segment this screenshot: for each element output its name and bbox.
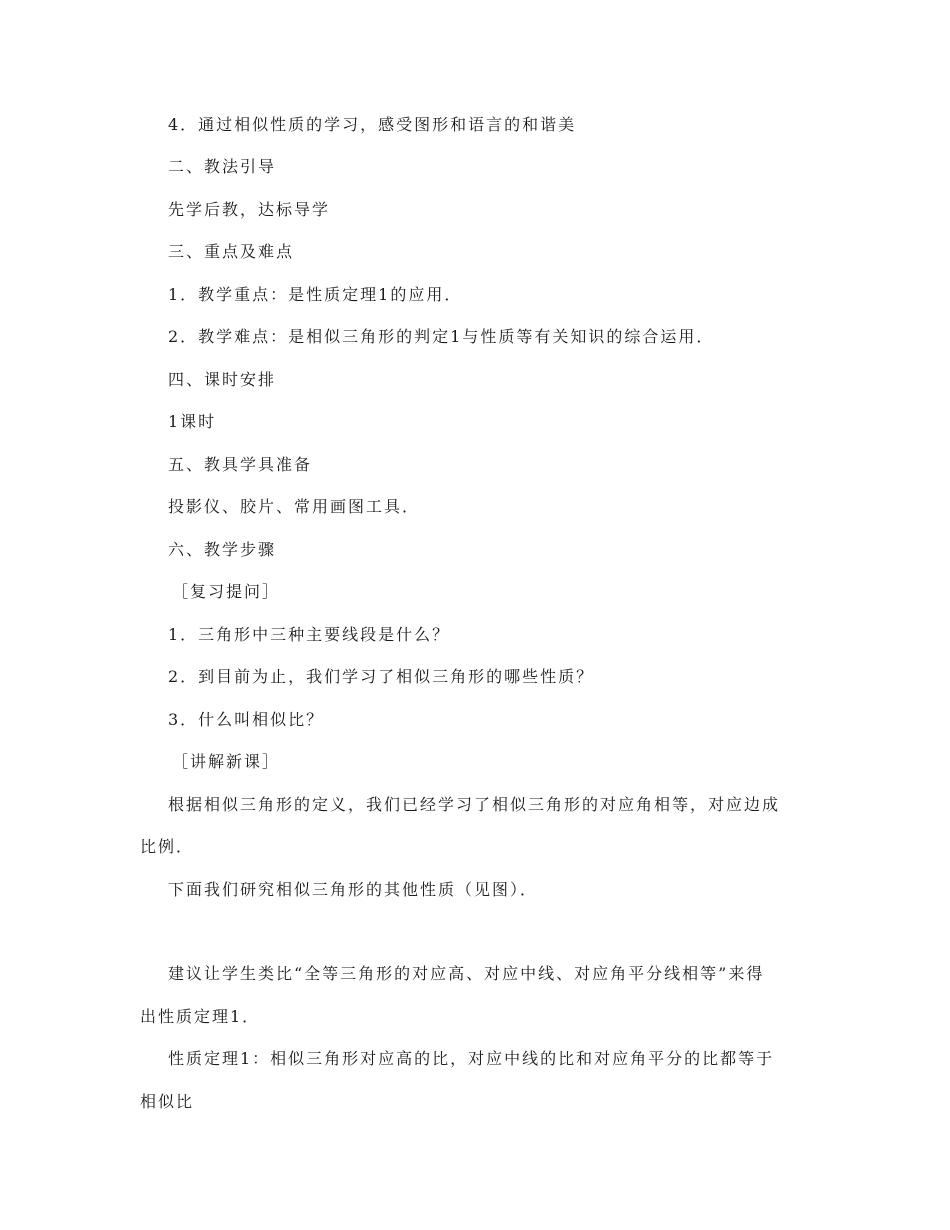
schedule-text: 1课时	[168, 412, 217, 431]
section-heading-materials: 五、教具学具准备	[168, 455, 313, 474]
review-question-1: 1．三角形中三种主要线段是什么？	[168, 625, 451, 644]
paragraph-suggestion: 建议让学生类比“全等三角形的对应高、对应中线、对应角平分线相等”来得	[168, 964, 765, 983]
paragraph-definition-continued: 比例．	[140, 837, 195, 856]
materials-text: 投影仪、胶片、常用画图工具．	[168, 497, 421, 516]
section-heading-teaching-method: 二、教法引导	[168, 157, 277, 176]
subheading-review: ［复习提问］	[172, 582, 281, 601]
key-point-2: 2．教学难点：是相似三角形的判定1与性质等有关知识的综合运用．	[168, 327, 715, 346]
paragraph-suggestion-continued: 出性质定理1．	[140, 1007, 261, 1026]
paragraph-definition: 根据相似三角形的定义，我们已经学习了相似三角形的对应角相等，对应边成	[168, 795, 781, 814]
review-question-3: 3．什么叫相似比？	[168, 710, 325, 729]
teaching-method-text: 先学后教，达标导学	[168, 200, 331, 219]
theorem-1-continued: 相似比	[140, 1092, 195, 1111]
theorem-1: 性质定理1：相似三角形对应高的比，对应中线的比和对应角平分的比都等于	[168, 1049, 775, 1068]
key-point-1: 1．教学重点：是性质定理1的应用．	[168, 285, 463, 304]
paragraph-other-properties: 下面我们研究相似三角形的其他性质（见图）．	[168, 880, 539, 899]
section-heading-steps: 六、教学步骤	[168, 540, 277, 559]
objective-4: 4．通过相似性质的学习，感受图形和语言的和谐美	[168, 115, 577, 134]
subheading-new-lesson: ［讲解新课］	[172, 752, 281, 771]
section-heading-schedule: 四、课时安排	[168, 370, 277, 389]
review-question-2: 2．到目前为止，我们学习了相似三角形的哪些性质？	[168, 667, 595, 686]
section-heading-key-points: 三、重点及难点	[168, 242, 295, 261]
